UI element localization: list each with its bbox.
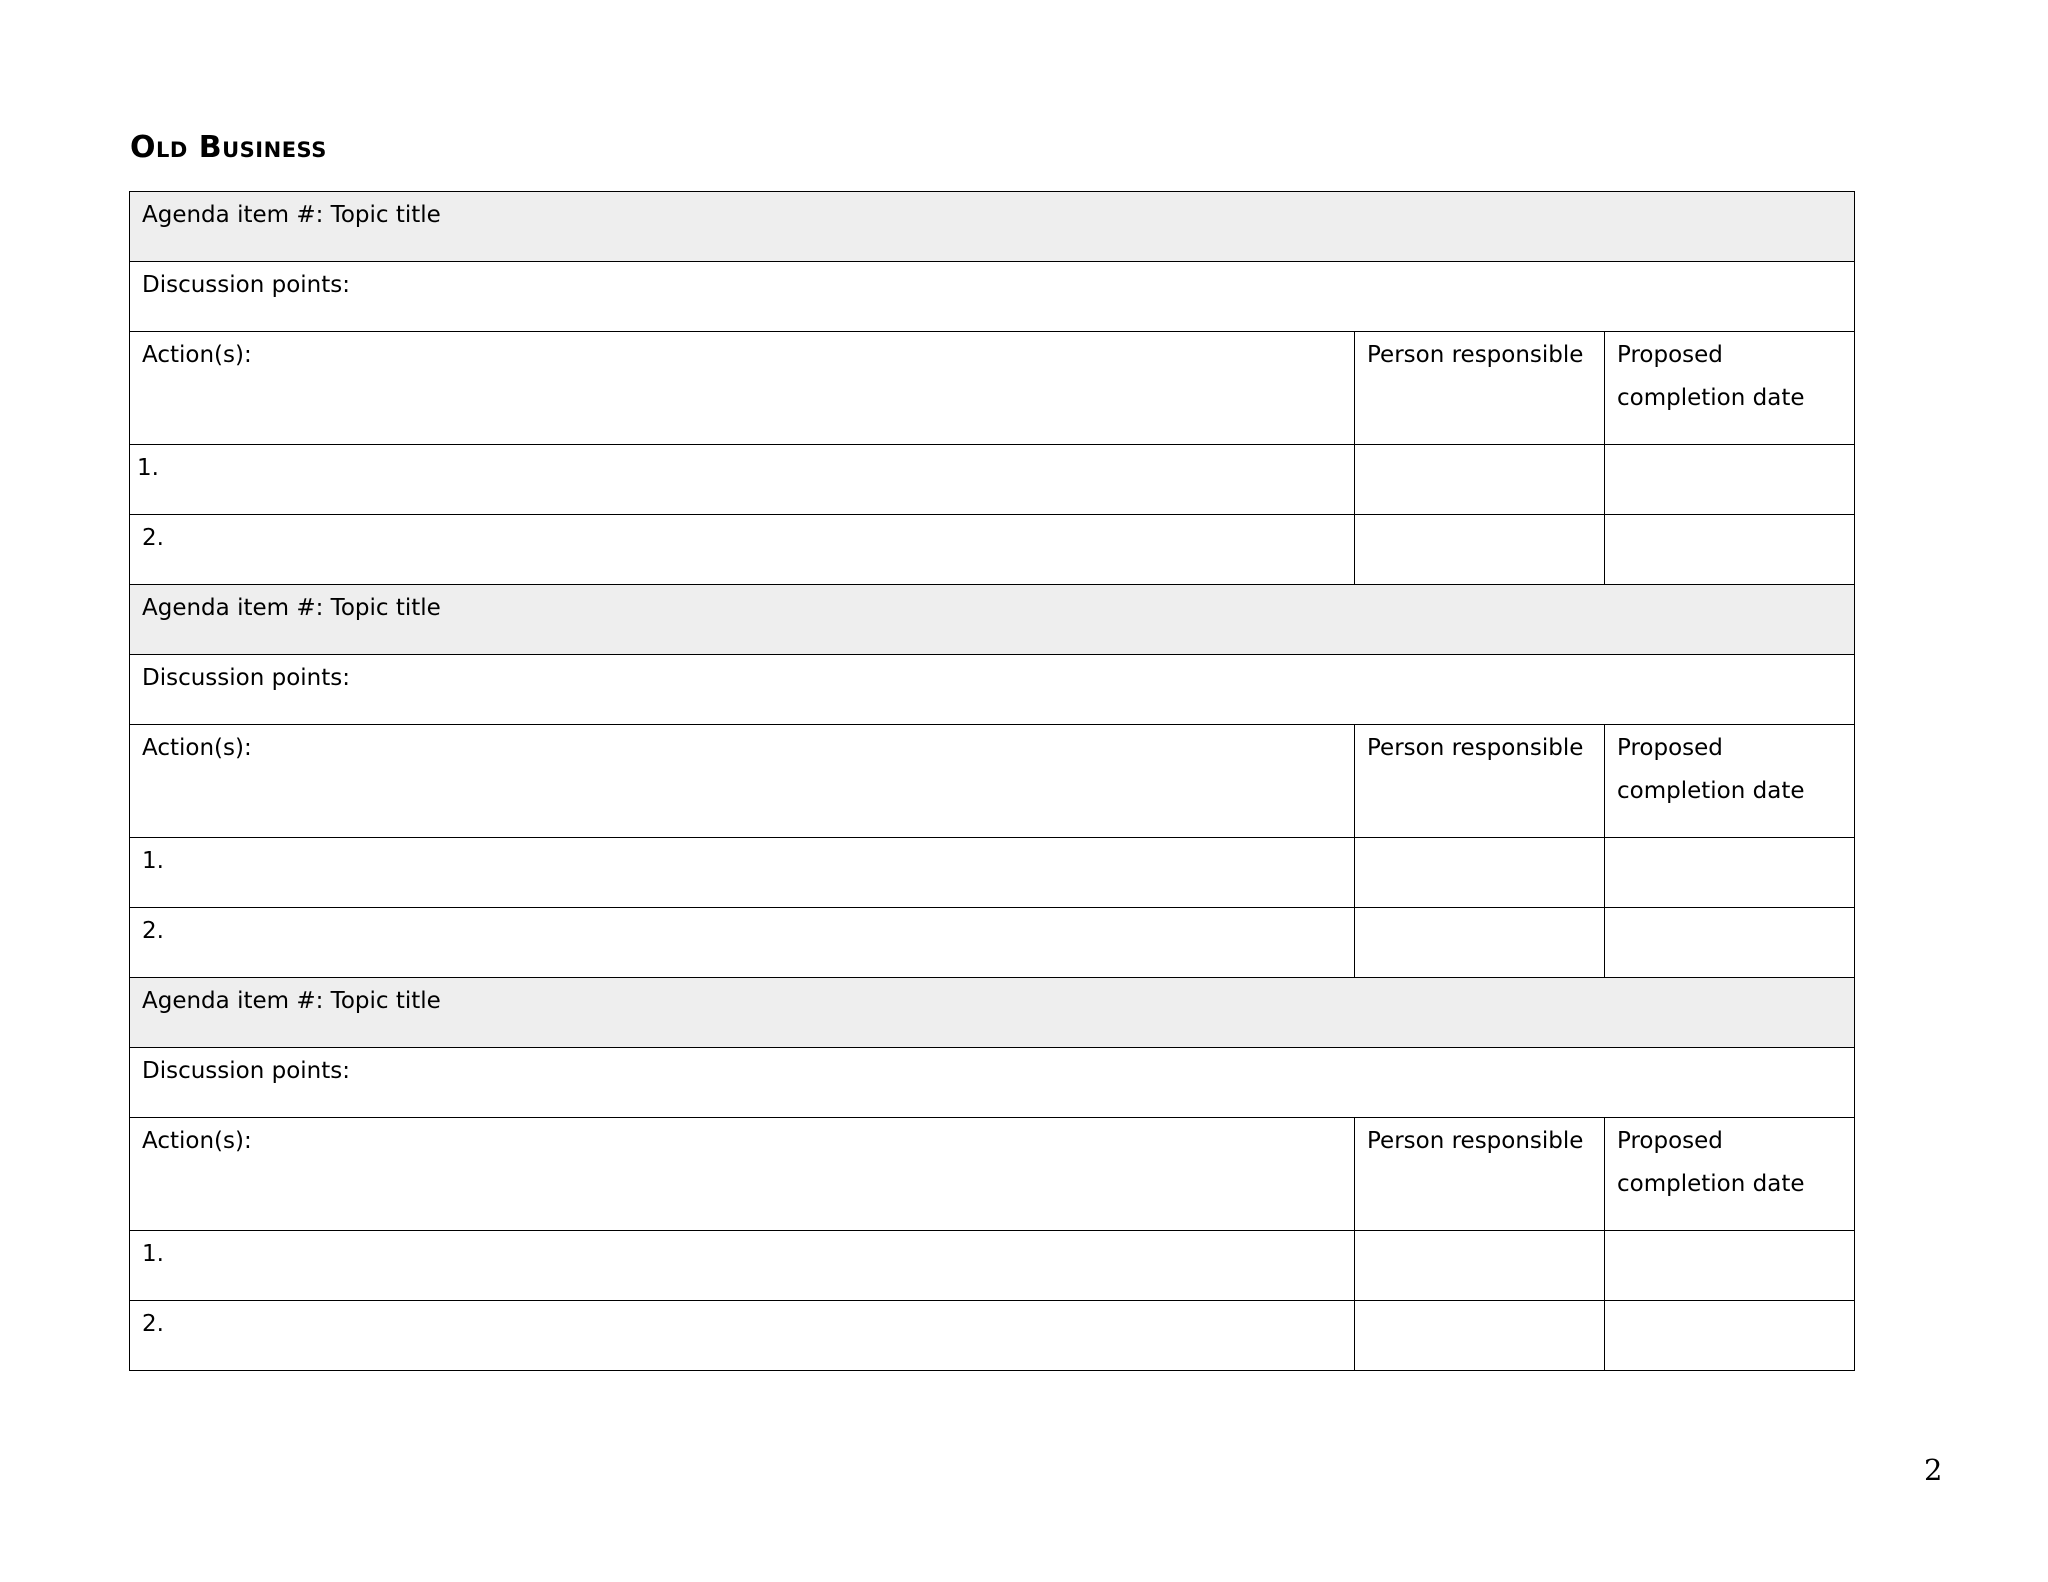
completion-date-cell[interactable] xyxy=(1605,445,1855,515)
agenda-item-3-action-header-row xyxy=(130,1118,1855,1231)
actions-header-cell: Action(s): xyxy=(130,725,1355,838)
proposed-completion-date-header-cell: Proposed completion date xyxy=(1605,725,1855,838)
completion-date-cell[interactable] xyxy=(1605,1301,1855,1371)
action-cell[interactable]: 1. xyxy=(130,445,1355,515)
discussion-points-cell[interactable]: Discussion points: xyxy=(130,262,1855,332)
agenda-item-2-discussion-row xyxy=(130,655,1855,725)
proposed-completion-date-header-cell: Proposed completion date xyxy=(1605,332,1855,445)
agenda-item-1-topic-row xyxy=(130,192,1855,262)
person-responsible-header-cell: Person responsible xyxy=(1355,725,1605,838)
agenda-item-3-topic-row xyxy=(130,978,1855,1048)
completion-date-cell[interactable] xyxy=(1605,515,1855,585)
agenda-item-2-action-header-row xyxy=(130,725,1855,838)
action-cell[interactable]: 1. xyxy=(130,838,1355,908)
actions-header-cell: Action(s): xyxy=(130,1118,1355,1231)
agenda-item-1-action-header-row xyxy=(130,332,1855,445)
completion-date-cell[interactable] xyxy=(1605,1231,1855,1301)
agenda-table xyxy=(129,191,1855,1371)
agenda-item-2-topic-row xyxy=(130,585,1855,655)
agenda-item-1-discussion-row xyxy=(130,262,1855,332)
table-row xyxy=(130,1301,1855,1371)
person-responsible-header-cell: Person responsible xyxy=(1355,1118,1605,1231)
table-row xyxy=(130,838,1855,908)
person-responsible-cell[interactable] xyxy=(1355,838,1605,908)
completion-date-cell[interactable] xyxy=(1605,908,1855,978)
action-cell[interactable]: 2. xyxy=(130,1301,1355,1371)
completion-date-cell[interactable] xyxy=(1605,838,1855,908)
topic-title-cell[interactable]: Agenda item #: Topic title xyxy=(130,978,1855,1048)
table-row xyxy=(130,908,1855,978)
actions-header-cell: Action(s): xyxy=(130,332,1355,445)
action-cell[interactable]: 2. xyxy=(130,515,1355,585)
person-responsible-cell[interactable] xyxy=(1355,1301,1605,1371)
topic-title-cell[interactable]: Agenda item #: Topic title xyxy=(130,192,1855,262)
table-row xyxy=(130,1231,1855,1301)
person-responsible-cell[interactable] xyxy=(1355,445,1605,515)
agenda-item-3-discussion-row xyxy=(130,1048,1855,1118)
person-responsible-cell[interactable] xyxy=(1355,515,1605,585)
topic-title-cell[interactable]: Agenda item #: Topic title xyxy=(130,585,1855,655)
table-row xyxy=(130,515,1855,585)
section-title: Old Business xyxy=(130,130,327,165)
person-responsible-cell[interactable] xyxy=(1355,908,1605,978)
discussion-points-cell[interactable]: Discussion points: xyxy=(130,655,1855,725)
proposed-completion-date-header-cell: Proposed completion date xyxy=(1605,1118,1855,1231)
person-responsible-header-cell: Person responsible xyxy=(1355,332,1605,445)
action-cell[interactable]: 2. xyxy=(130,908,1355,978)
table-row xyxy=(130,445,1855,515)
action-cell[interactable]: 1. xyxy=(130,1231,1355,1301)
page-number: 2 xyxy=(1924,1453,1943,1487)
discussion-points-cell[interactable]: Discussion points: xyxy=(130,1048,1855,1118)
person-responsible-cell[interactable] xyxy=(1355,1231,1605,1301)
